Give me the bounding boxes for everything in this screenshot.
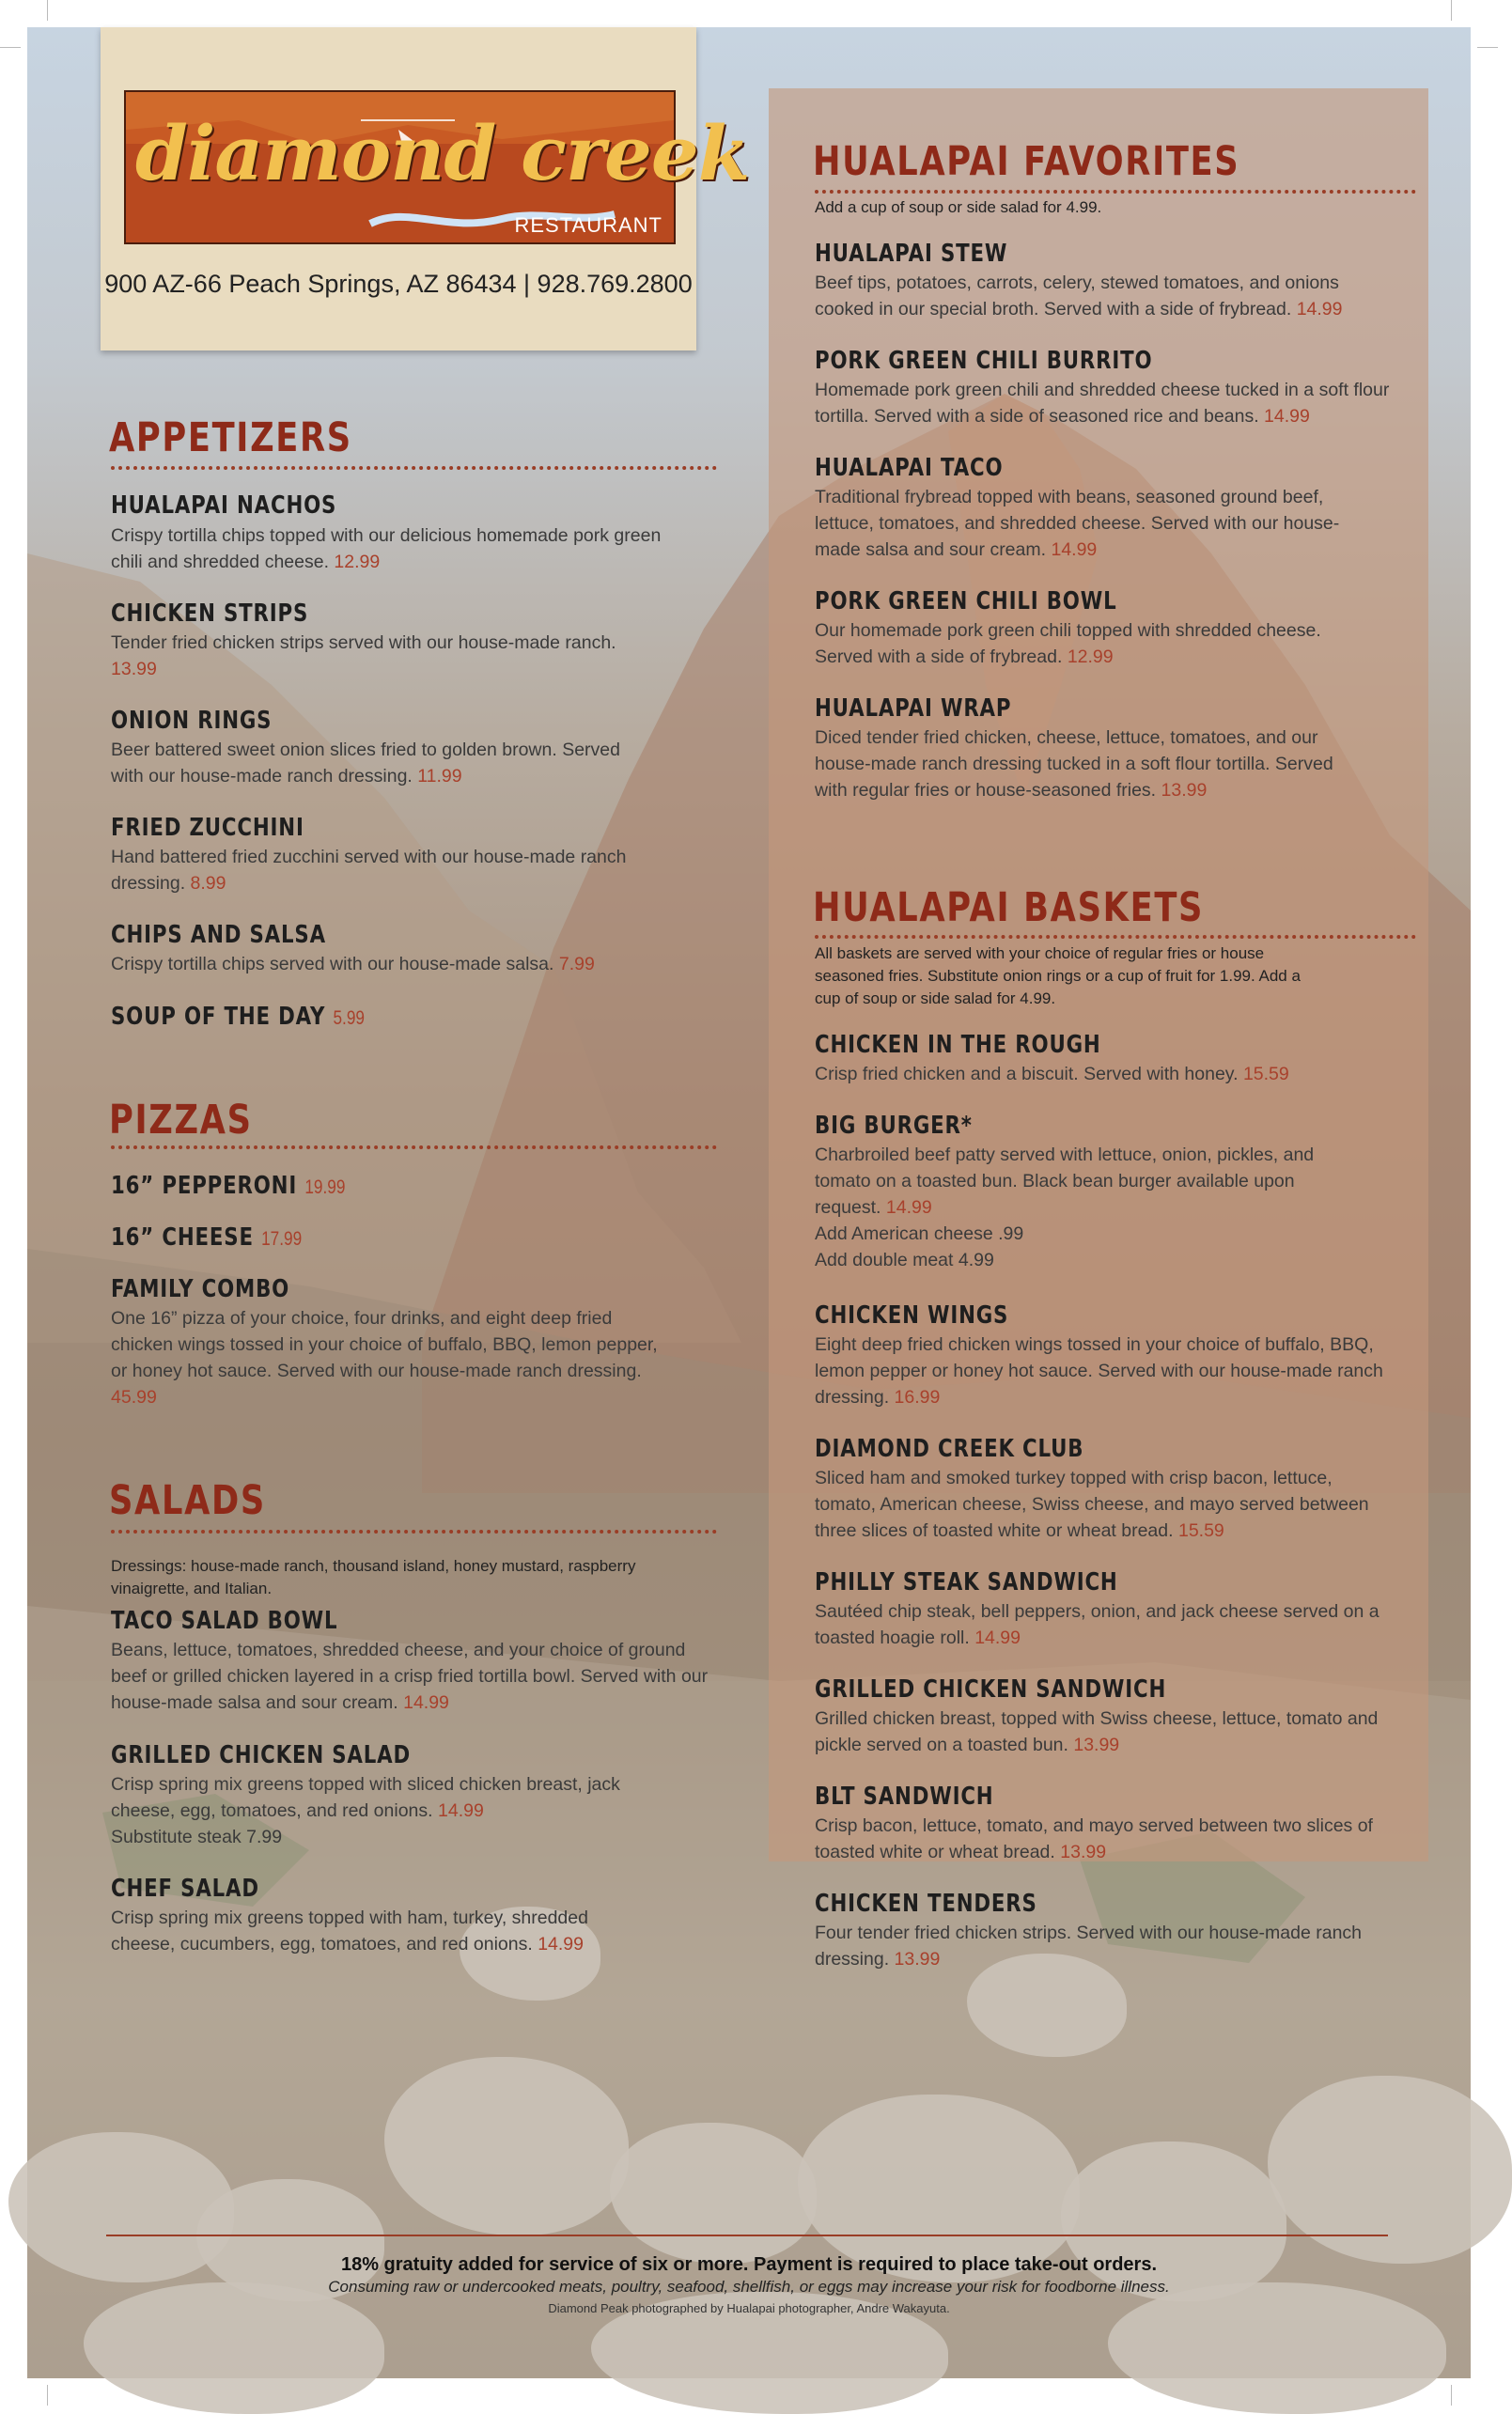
menu-item-desc: Our homemade pork green chili topped with shredded cheese. Served with a side of frybread. 12.99 <box>815 620 1321 667</box>
section-divider <box>111 1530 717 1534</box>
menu-item-desc: Charbroiled beef patty served with lettuce, onion, pickles, and tomato on a toasted bun. Black bean burger available upon request. 14.99 Add American cheese .99 Add double meat 4.99 <box>815 1145 1315 1270</box>
menu-item-desc: Beef tips, potatoes, carrots, celery, stewed tomatoes, and onions cooked in our special broth. Served with a side of frybread. 14.99 <box>815 273 1343 319</box>
menu-item-price: 15.59 <box>1242 1064 1289 1084</box>
menu-item-desc: Crispy tortilla chips topped with our delicious homemade pork green chili and shredded cheese. 12.99 <box>111 525 662 572</box>
menu-item-name: TACO SALAD BOWL <box>111 1607 338 1635</box>
menu-item-price: 14.99 <box>538 1934 585 1955</box>
menu-item-price: 14.99 <box>885 1197 932 1218</box>
menu-item-desc: Crisp fried chicken and a biscuit. Served with honey. 15.59 <box>815 1064 1289 1084</box>
appetizers-title: APPETIZERS <box>109 414 352 461</box>
menu-item-price: 14.99 <box>1051 539 1098 560</box>
section-divider <box>111 1145 717 1149</box>
menu-item-price: 7.99 <box>558 954 595 974</box>
menu-item-name: PORK GREEN CHILI BURRITO <box>815 347 1153 375</box>
food-safety-notice: Consuming raw or undercooked meats, poultry, seafood, shellfish, or eggs may increase your risk for foodborne illness. <box>328 2278 1170 2296</box>
section-divider <box>815 935 1416 939</box>
footer-divider <box>106 2235 1388 2236</box>
menu-item-name: FRIED ZUCCHINI <box>111 814 304 842</box>
menu-item-price: 5.99 <box>333 1007 365 1029</box>
menu-item-desc: Tender fried chicken strips served with our house-made ranch. 13.99 <box>111 632 616 679</box>
menu-item-desc: Sautéed chip steak, bell peppers, onion, and jack cheese served on a toasted hoagie roll. 14.99 <box>815 1601 1380 1648</box>
menu-item-extra: Substitute steak 7.99 <box>111 1827 283 1847</box>
menu-item-name: GRILLED CHICKEN SALAD <box>111 1741 411 1769</box>
menu-item-price: 13.99 <box>1073 1735 1120 1755</box>
menu-item-price: 45.99 <box>111 1387 157 1408</box>
baskets-title: HUALAPAI BASKETS <box>813 884 1205 931</box>
menu-item-price: 14.99 <box>1296 299 1343 319</box>
menu-item-desc: Crisp bacon, lettuce, tomato, and mayo served between two slices of toasted white or wheat bread. 13.99 <box>815 1815 1373 1862</box>
menu-item-name: HUALAPAI NACHOS <box>111 491 337 520</box>
menu-item-name: CHIPS AND SALSA <box>111 921 326 949</box>
menu-item-price: 14.99 <box>438 1800 484 1821</box>
favorites-note: Add a cup of soup or side salad for 4.99. <box>815 198 1102 216</box>
menu-item-name: FAMILY COMBO <box>111 1275 290 1303</box>
menu-item-desc: Eight deep fried chicken wings tossed in your choice of buffalo, BBQ, lemon pepper or honey hot sauce. Served with our house-made ranch dressing. 16.99 <box>815 1334 1383 1408</box>
favorites-title: HUALAPAI FAVORITES <box>813 138 1240 185</box>
address-phone: 900 AZ-66 Peach Springs, AZ 86434 | 928.769.2800 <box>104 270 693 298</box>
menu-item-desc: Crisp spring mix greens topped with sliced chicken breast, jack cheese, egg, tomatoes, and red onions. 14.99 Substitute steak 7.99 <box>111 1774 620 1847</box>
menu-item-desc: Crisp spring mix greens topped with ham, turkey, shredded cheese, cucumbers, egg, tomatoes, and red onions. 14.99 <box>111 1908 588 1955</box>
menu-item-desc: Diced tender fried chicken, cheese, lettuce, tomatoes, and our house-made ranch dressing tucked in a soft flour tortilla. Served with regular fries or house-seasoned fries. 13.99 <box>815 727 1333 801</box>
photo-credit: Diamond Peak photographed by Hualapai photographer, Andre Wakayuta. <box>548 2301 950 2315</box>
salads-title: SALADS <box>109 1477 266 1524</box>
menu-item-name: DIAMOND CREEK CLUB <box>815 1435 1084 1463</box>
menu-item-price: 13.99 <box>111 659 157 679</box>
menu-item-name: CHEF SALAD <box>111 1875 259 1903</box>
menu-item-name: CHICKEN WINGS <box>815 1301 1009 1330</box>
menu-item-desc: Homemade pork green chili and shredded cheese tucked in a soft flour tortilla. Served with a side of seasoned rice and beans. 14.99 <box>815 380 1390 427</box>
menu-item-name: ONION RINGS <box>111 707 273 735</box>
menu-item-desc: Sliced ham and smoked turkey topped with crisp bacon, lettuce, tomato, American cheese, Swiss cheese, and mayo served between three slices of toasted white or wheat bread. 15.59 <box>815 1468 1369 1541</box>
menu-item-desc: Four tender fried chicken strips. Served with our house-made ranch dressing. 13.99 <box>815 1923 1363 1970</box>
menu-item-desc: Traditional frybread topped with beans, seasoned ground beef, lettuce, tomatoes, and shredded cheese. Served with our house-made salsa and sour cream. 14.99 <box>815 487 1340 560</box>
crop-mark <box>47 0 48 21</box>
menu-item-desc: Crispy tortilla chips served with our house-made salsa. 7.99 <box>111 954 595 974</box>
menu-item-name: GRILLED CHICKEN SANDWICH <box>815 1675 1167 1704</box>
menu-item-price: 19.99 <box>304 1176 346 1198</box>
menu-item-price: 12.99 <box>334 552 381 572</box>
menu-item-price: 8.99 <box>190 873 226 894</box>
menu-item-price: 11.99 <box>417 766 462 786</box>
menu-item-desc: One 16” pizza of your choice, four drinks, and eight deep fried chicken wings tossed in your choice of buffalo, BBQ, lemon pepper, or honey hot sauce. Served with our house-made ranch dressing. 45.99 <box>111 1308 658 1408</box>
menu-item-price: 17.99 <box>261 1228 303 1250</box>
menu-page <box>27 27 1471 2378</box>
menu-item-name: CHICKEN TENDERS <box>815 1890 1037 1918</box>
menu-item-price: 16.99 <box>894 1387 941 1408</box>
menu-item-price: 14.99 <box>1264 406 1310 427</box>
section-divider <box>815 190 1416 194</box>
baskets-note: All baskets are served with your choice of regular fries or house seasoned fries. Substitute onion rings or a cup of fruit for 1.99. Add a cup of soup or side salad for 4.99. <box>815 944 1301 1007</box>
menu-item-name: BLT SANDWICH <box>815 1783 994 1811</box>
logo-card <box>101 27 750 350</box>
menu-item-extra: Add American cheese .99 <box>815 1223 1024 1244</box>
menu-item-name: CHICKEN IN THE ROUGH <box>815 1031 1101 1059</box>
menu-item-name: SOUP OF THE DAY 5.99 <box>111 1003 365 1031</box>
pizzas-title: PIZZAS <box>109 1097 253 1144</box>
gratuity-notice: 18% gratuity added for service of six or more. Payment is required to place take-out orders. <box>340 2254 1158 2275</box>
menu-item-desc: Beer battered sweet onion slices fried to golden brown. Served with our house-made ranch dressing. 11.99 <box>111 740 620 786</box>
menu-item-name: HUALAPAI WRAP <box>815 694 1012 723</box>
menu-item-name: PHILLY STEAK SANDWICH <box>815 1568 1118 1596</box>
menu-item-price: 12.99 <box>1067 646 1114 667</box>
menu-item-name: HUALAPAI STEW <box>815 240 1008 268</box>
section-divider <box>111 466 717 470</box>
menu-item-name: 16” PEPPERONI 19.99 <box>111 1172 346 1200</box>
menu-item-price: 13.99 <box>1060 1842 1107 1862</box>
restaurant-logo <box>124 90 750 244</box>
menu-item-price: 14.99 <box>974 1628 1021 1648</box>
menu-item-name: HUALAPAI TACO <box>815 454 1004 482</box>
crop-mark <box>0 47 21 48</box>
menu-item-desc: Grilled chicken breast, topped with Swiss cheese, lettuce, tomato and pickle served on a toasted bun. 13.99 <box>815 1708 1379 1755</box>
menu-item-extra: Add double meat 4.99 <box>815 1250 994 1270</box>
crop-mark <box>1477 47 1498 48</box>
menu-item-desc: Beans, lettuce, tomatoes, shredded cheese, and your choice of ground beef or grilled chicken layered in a crisp fried tortilla bowl. Served with our house-made salsa and sour cream. 14.99 <box>111 1640 709 1713</box>
menu-item-name: BIG BURGER* <box>815 1112 973 1140</box>
menu-item-price: 15.59 <box>1177 1520 1224 1541</box>
logo-subtitle: RESTAURANT <box>514 213 662 237</box>
menu-item-name: CHICKEN STRIPS <box>111 600 309 628</box>
menu-item-desc: Hand battered fried zucchini served with our house-made ranch dressing. 8.99 <box>111 847 627 894</box>
menu-item-name: PORK GREEN CHILI BOWL <box>815 587 1117 615</box>
menu-item-name: 16” CHEESE 17.99 <box>111 1223 303 1252</box>
logo-wordmark: diamond creek <box>135 109 750 197</box>
menu-item-price: 13.99 <box>894 1949 941 1970</box>
crop-mark <box>47 2385 48 2406</box>
crop-mark <box>1451 0 1452 21</box>
dressings-note: Dressings: house-made ranch, thousand island, honey mustard, raspberry vinaigrette, and Italian. <box>111 1557 636 1597</box>
crop-mark <box>1451 2385 1452 2406</box>
menu-item-price: 13.99 <box>1161 780 1208 801</box>
menu-item-price: 14.99 <box>403 1692 449 1713</box>
